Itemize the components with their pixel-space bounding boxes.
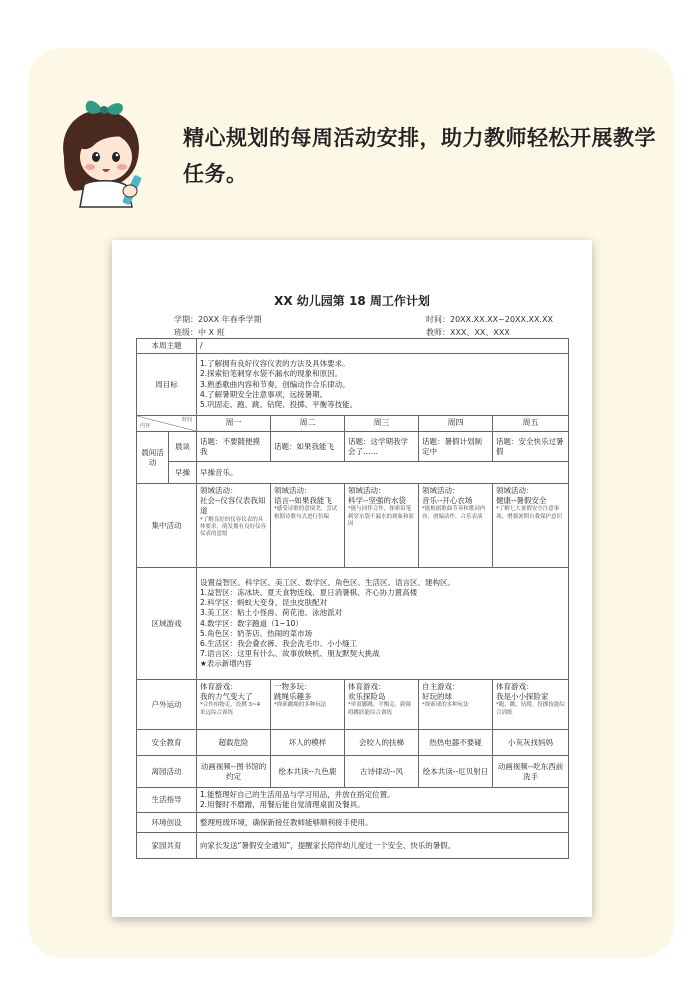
focus-cell [493,484,569,568]
focus-note: *了解良好的仪容仪表的具体要求，萌发拥有良好仪容仪表的意愿 [200,516,267,537]
focus-note: *能根据歌曲节奏和歌词内容，创编动作，合乐表演 [422,506,486,520]
table-row [137,432,569,462]
outdoor-title: 自主游戏： [422,682,460,692]
teacher-info: 教师：XXX、XX、XXX [426,328,510,337]
table-row [137,833,569,859]
goals-cell [197,354,569,416]
table-row [137,680,569,730]
env-label: 环境创设 [137,813,197,833]
document-title: XX 幼儿园第 18 周工作计划 [274,294,430,308]
class-info: 班级：中 X 班 [174,328,225,337]
table-row [137,568,569,680]
outdoor-note: *单双脚跳、平衡走、跨障碍跳跃能综合训练 [348,702,412,716]
corner-time-label: 时间 [181,417,192,424]
table-row [137,484,569,568]
goal-line: 3.熟悉歌曲内容和节奏，创编动作合乐律动。 [200,379,350,389]
focus-cell [345,484,419,568]
outdoor-title: 体育游戏： [348,682,386,692]
theme-label: 本周主题 [137,339,197,354]
area-line: 4.数学区：数字跑道（1~10） [200,618,303,628]
area-line: 3.美工区：粘土小怪兽、荷花池、泳池派对 [200,608,343,618]
focus-title: 领域活动： [496,486,534,496]
focus-cell [197,484,271,568]
talk-cell: 话题：不要随便摸我 [197,432,271,462]
girl-mascot-icon [44,95,164,215]
area-line: 1.益智区：冻冰块、夏天食物连线、夏日消暑棋、齐心协力置高楼 [200,588,418,598]
weekly-plan-table [136,338,569,859]
outdoor-subject: 我的力气变大了 [200,692,253,702]
headline-text: 精心规划的每周活动安排，助力教师轻松开展教学任务。 [183,126,656,186]
focus-note: *了解七大暑假安全注意事项，增强暑期自我保护意识 [496,506,563,520]
outdoor-cell [271,680,345,730]
outdoor-cell [197,680,271,730]
focus-title: 领域活动： [422,486,460,496]
table-row [137,354,569,416]
exercise-label: 早操 [169,462,197,484]
focus-cell [271,484,345,568]
talk-cell: 话题：安全快乐过暑假 [493,432,569,462]
table-row [137,788,569,813]
goal-line: 1.了解拥有良好仪容仪表的方法及具体要求。 [200,359,350,369]
goal-line: 5.巩固走、跑、跳、钻爬、投掷、平衡等技能。 [200,399,358,409]
term-info: 学期：20XX 年春季学期 [174,315,262,324]
outdoor-cell [345,680,419,730]
safety-cell: 热热电器不要碰 [419,730,493,756]
morning-label: 晨间活动 [137,432,169,484]
leave-cell: 动画视频--图书馆的约定 [197,756,271,788]
area-cell [197,568,569,680]
outdoor-label: 户外运动 [137,680,197,730]
safety-cell: 坏人的模样 [271,730,345,756]
life-line: 1.能整理好自己的生活用品与学习用品，并放在指定位置。 [200,790,395,800]
area-line: 6.生活区：我会叠衣裤、我会洗毛巾、小小缝工 [200,638,358,648]
table-row [137,813,569,833]
outdoor-subject: 欢乐探险岛 [348,692,386,702]
focus-subject: 社会--仪容仪表我知道 [200,496,266,516]
talk-cell: 话题：这学期我学会了…… [345,432,419,462]
leave-cell: 绘本共读--九色鹿 [271,756,345,788]
day-header: 周二 [271,416,345,432]
outdoor-title: 体育游戏： [496,682,534,692]
outdoor-cell [493,680,569,730]
theme-value: / [197,339,569,354]
focus-subject: 科学--坚强的水袋 [348,496,406,506]
outdoor-subject: 我是小小探险家 [496,692,549,702]
focus-subject: 健康--暑假安全 [496,496,547,506]
life-label: 生活指导 [137,788,197,813]
table-row [137,339,569,354]
focus-cell [419,484,493,568]
focus-title: 领域活动： [348,486,386,496]
safety-cell: 超载危险 [197,730,271,756]
leave-label: 离园活动 [137,756,197,788]
env-cell: 整理班级环境，确保新接任教师能够顺利接手使用。 [197,813,569,833]
outdoor-note: *合作抬物走，投掷 3~4 米远综合训练 [200,702,261,716]
day-header: 周一 [197,416,271,432]
focus-subject: 音乐--开心农场 [422,496,473,506]
talk-cell: 话题：暑假计划制定中 [419,432,493,462]
leave-cell: 绘本共读--厄贝射日 [419,756,493,788]
area-label: 区域游戏 [137,568,197,680]
safety-cell: 小灰灰找妈妈 [493,730,569,756]
home-cell: 向家长发送“暑假安全通知”，提醒家长陪伴幼儿度过一个安全、快乐的暑假。 [197,833,569,859]
day-header: 周三 [345,416,419,432]
focus-subject: 语言--如果我能飞 [274,496,332,506]
day-header: 周五 [493,416,569,432]
life-cell [197,788,569,813]
life-line: 2.用餐时不磨蹭，用餐后能自觉清理桌面及餐具。 [200,800,365,810]
leave-cell: 古诗律动--风 [345,756,419,788]
area-line: 2.科学区：蚂蚁大变身、昆虫皮肤配对 [200,598,328,608]
goal-line: 4.了解暑期安全注意事项，远接暑期。 [200,389,328,399]
goals-label: 周目标 [137,354,197,416]
outdoor-note: *探索球的多种玩法 [422,702,469,709]
time-info: 时间：20XX.XX.XX~20XX.XX.XX [426,315,553,324]
area-line: 7.语言区：这里有什么、故事放映机、朋友默契大挑战 [200,648,380,658]
table-row [137,416,569,432]
outdoor-subject: 跳绳乐趣多 [274,692,312,702]
exercise-cell: 早操音乐。 [197,462,569,484]
focus-title: 领域活动： [274,486,312,496]
outdoor-title: 一物多玩： [274,682,312,692]
outdoor-note: *跑、跳、钻爬、投掷技能综合训练 [496,702,565,716]
corner-header [137,416,197,432]
outdoor-cell [419,680,493,730]
goal-line: 2.探索铅笔刺穿水袋不漏水的现象和原因。 [200,369,343,379]
focus-label: 集中活动 [137,484,197,568]
outdoor-note: *探索跳绳的多种玩法 [274,702,327,709]
table-row [137,730,569,756]
table-row [137,462,569,484]
leave-cell: 动画视频--吃东西前洗手 [493,756,569,788]
home-label: 家园共育 [137,833,197,859]
talk-label: 晨谈 [169,432,197,462]
safety-cell: 会咬人的扶梯 [345,730,419,756]
area-line: 设置益智区、科学区、美工区、数学区、角色区、生活区、语言区、建构区。 [200,578,455,588]
table-row [137,756,569,788]
focus-note: *能与同伴合作，探索铅笔刺穿水袋不漏水的现象和原因 [348,506,415,527]
focus-title: 领域活动： [200,486,238,496]
outdoor-subject: 好玩的球 [422,692,452,702]
talk-cell: 话题：如果我能飞 [271,432,345,462]
area-line: 5.角色区：奶茶店、热闹的菜市场 [200,628,313,638]
area-line: ★表示新增内容 [200,659,252,669]
document-paper [112,240,592,917]
day-header: 周四 [419,416,493,432]
corner-content-label: 内容 [140,423,151,430]
outdoor-title: 体育游戏： [200,682,238,692]
safety-label: 安全教育 [137,730,197,756]
focus-note: *感受诗歌的意境美，尝试根据诗歌句式进行仿编 [274,506,338,520]
